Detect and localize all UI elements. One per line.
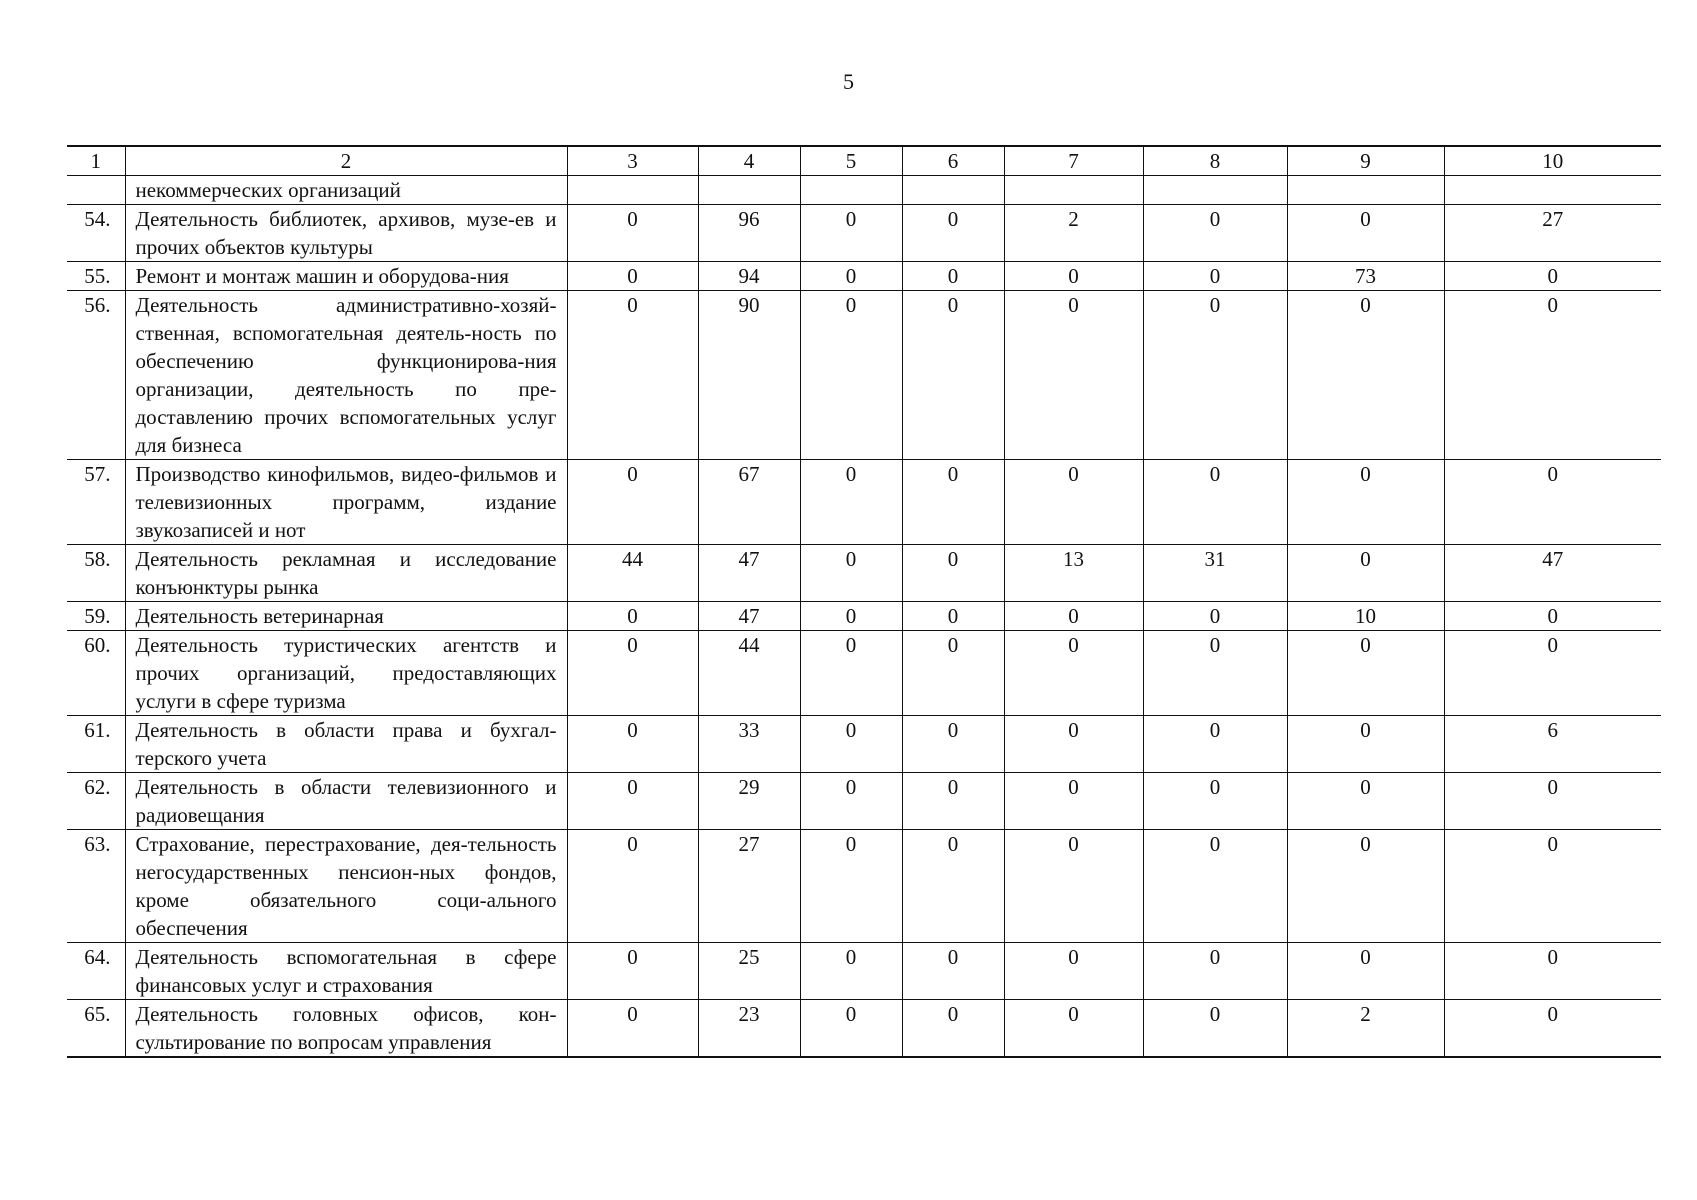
table-body <box>67 146 1661 1057</box>
row-number-cell: 57. <box>67 460 125 545</box>
column-header: 5 <box>800 146 902 176</box>
table-row <box>67 460 1661 545</box>
value-cell: 44 <box>698 631 800 716</box>
value-cell: 0 <box>1143 602 1287 631</box>
value-cell: 0 <box>800 291 902 460</box>
row-number-cell: 56. <box>67 291 125 460</box>
column-header: 9 <box>1287 146 1444 176</box>
value-cell: 31 <box>1143 545 1287 602</box>
value-cell: 0 <box>902 602 1004 631</box>
value-cell: 73 <box>1287 262 1444 291</box>
value-cell: 33 <box>698 716 800 773</box>
value-cell: 29 <box>698 773 800 830</box>
value-cell: 0 <box>567 205 698 262</box>
value-cell: 2 <box>1004 205 1143 262</box>
value-cell: 0 <box>1004 1000 1143 1058</box>
table-row <box>67 1000 1661 1058</box>
row-name-cell: Деятельность вспомогательная в сфере финансовых услуг и страхования <box>125 943 567 1000</box>
value-cell: 0 <box>1287 460 1444 545</box>
column-header: 7 <box>1004 146 1143 176</box>
row-name-cell: Деятельность в области права и бухгал-терского учета <box>125 716 567 773</box>
value-cell: 0 <box>1004 716 1143 773</box>
value-cell: 0 <box>902 291 1004 460</box>
table-row <box>67 262 1661 291</box>
value-cell: 0 <box>902 773 1004 830</box>
value-cell: 2 <box>1287 1000 1444 1058</box>
value-cell: 6 <box>1444 716 1661 773</box>
value-cell: 0 <box>1444 602 1661 631</box>
table-row <box>67 602 1661 631</box>
value-cell: 0 <box>567 262 698 291</box>
row-name-cell: некоммерческих организаций <box>125 176 567 205</box>
value-cell: 47 <box>1444 545 1661 602</box>
value-cell: 0 <box>800 262 902 291</box>
row-number-cell: 60. <box>67 631 125 716</box>
value-cell: 0 <box>1143 943 1287 1000</box>
row-name-cell: Деятельность головных офисов, кон-сультирование по вопросам управления <box>125 1000 567 1058</box>
row-name-cell: Производство кинофильмов, видео-фильмов и телевизионных программ, издание звукозаписей и нот <box>125 460 567 545</box>
value-cell <box>1143 176 1287 205</box>
value-cell: 0 <box>1444 830 1661 943</box>
value-cell: 47 <box>698 545 800 602</box>
column-header: 2 <box>125 146 567 176</box>
table-row <box>67 830 1661 943</box>
value-cell: 96 <box>698 205 800 262</box>
row-name-cell: Деятельность туристических агентств и прочих организаций, предоставляющих услуги в сфере туризма <box>125 631 567 716</box>
value-cell <box>902 176 1004 205</box>
row-name-cell: Деятельность ветеринарная <box>125 602 567 631</box>
value-cell: 0 <box>1143 773 1287 830</box>
value-cell: 0 <box>567 631 698 716</box>
row-name-cell: Деятельность административно-хозяй-ственная, вспомогательная деятель-ность по обеспечению функционирова-ния организации, деятельность по пре-доставлению прочих вспомогательных услуг для бизнеса <box>125 291 567 460</box>
value-cell <box>1004 176 1143 205</box>
value-cell: 0 <box>1444 291 1661 460</box>
value-cell: 0 <box>1444 773 1661 830</box>
value-cell: 0 <box>567 830 698 943</box>
value-cell: 0 <box>800 830 902 943</box>
value-cell: 0 <box>1004 262 1143 291</box>
column-header: 3 <box>567 146 698 176</box>
value-cell: 0 <box>1287 830 1444 943</box>
value-cell: 23 <box>698 1000 800 1058</box>
value-cell: 0 <box>1004 631 1143 716</box>
row-name-cell: Страхование, перестрахование, дея-тельность негосударственных пенсион-ных фондов, кроме обязательного соци-ального обеспечения <box>125 830 567 943</box>
value-cell: 0 <box>567 716 698 773</box>
value-cell: 0 <box>800 716 902 773</box>
row-name-cell: Деятельность библиотек, архивов, музе-ев и прочих объектов культуры <box>125 205 567 262</box>
value-cell: 0 <box>567 773 698 830</box>
value-cell: 0 <box>902 205 1004 262</box>
value-cell: 10 <box>1287 602 1444 631</box>
value-cell: 0 <box>902 631 1004 716</box>
value-cell: 0 <box>1287 631 1444 716</box>
value-cell: 0 <box>567 460 698 545</box>
value-cell: 0 <box>800 545 902 602</box>
value-cell: 0 <box>902 460 1004 545</box>
value-cell: 0 <box>902 1000 1004 1058</box>
value-cell: 0 <box>1444 943 1661 1000</box>
table-row <box>67 545 1661 602</box>
row-number-cell: 65. <box>67 1000 125 1058</box>
value-cell: 0 <box>1143 205 1287 262</box>
value-cell: 0 <box>1004 943 1143 1000</box>
value-cell: 0 <box>902 262 1004 291</box>
row-name-cell: Деятельность в области телевизионного и радиовещания <box>125 773 567 830</box>
value-cell <box>800 176 902 205</box>
value-cell: 0 <box>567 943 698 1000</box>
row-number-cell: 64. <box>67 943 125 1000</box>
value-cell: 0 <box>567 1000 698 1058</box>
value-cell <box>1444 176 1661 205</box>
value-cell: 0 <box>1444 262 1661 291</box>
value-cell: 0 <box>800 602 902 631</box>
table-row <box>67 631 1661 716</box>
table-row <box>67 291 1661 460</box>
value-cell: 67 <box>698 460 800 545</box>
value-cell: 0 <box>800 205 902 262</box>
table-row <box>67 943 1661 1000</box>
value-cell: 0 <box>1143 716 1287 773</box>
value-cell: 47 <box>698 602 800 631</box>
value-cell: 0 <box>1444 460 1661 545</box>
table-row <box>67 716 1661 773</box>
row-name-cell: Деятельность рекламная и исследование конъюнктуры рынка <box>125 545 567 602</box>
value-cell: 94 <box>698 262 800 291</box>
value-cell: 0 <box>902 716 1004 773</box>
column-header: 4 <box>698 146 800 176</box>
row-number-cell: 62. <box>67 773 125 830</box>
table-row <box>67 205 1661 262</box>
value-cell: 27 <box>698 830 800 943</box>
row-number-cell: 55. <box>67 262 125 291</box>
value-cell: 0 <box>800 943 902 1000</box>
value-cell <box>698 176 800 205</box>
value-cell: 0 <box>1143 830 1287 943</box>
row-number-cell: 59. <box>67 602 125 631</box>
column-header: 8 <box>1143 146 1287 176</box>
value-cell: 0 <box>902 830 1004 943</box>
value-cell: 0 <box>1004 291 1143 460</box>
value-cell: 0 <box>1004 460 1143 545</box>
value-cell: 13 <box>1004 545 1143 602</box>
table-row <box>67 773 1661 830</box>
row-number-cell <box>67 176 125 205</box>
value-cell: 0 <box>1143 631 1287 716</box>
value-cell: 0 <box>1287 545 1444 602</box>
column-header: 1 <box>67 146 125 176</box>
value-cell: 25 <box>698 943 800 1000</box>
value-cell: 0 <box>1143 460 1287 545</box>
value-cell <box>1287 176 1444 205</box>
value-cell: 0 <box>1444 1000 1661 1058</box>
value-cell: 0 <box>1444 631 1661 716</box>
value-cell: 0 <box>800 631 902 716</box>
row-name-cell: Ремонт и монтаж машин и оборудова-ния <box>125 262 567 291</box>
value-cell: 0 <box>1287 773 1444 830</box>
value-cell: 90 <box>698 291 800 460</box>
value-cell: 0 <box>1004 773 1143 830</box>
value-cell: 0 <box>800 773 902 830</box>
row-number-cell: 54. <box>67 205 125 262</box>
value-cell: 27 <box>1444 205 1661 262</box>
value-cell: 0 <box>567 291 698 460</box>
value-cell: 0 <box>902 943 1004 1000</box>
value-cell: 0 <box>1287 291 1444 460</box>
column-header: 6 <box>902 146 1004 176</box>
value-cell <box>567 176 698 205</box>
value-cell: 0 <box>1287 205 1444 262</box>
value-cell: 0 <box>800 1000 902 1058</box>
value-cell: 0 <box>1004 830 1143 943</box>
value-cell: 0 <box>1287 716 1444 773</box>
value-cell: 0 <box>1287 943 1444 1000</box>
value-cell: 0 <box>800 460 902 545</box>
statistics-table <box>67 145 1661 1058</box>
value-cell: 0 <box>1143 291 1287 460</box>
row-number-cell: 61. <box>67 716 125 773</box>
value-cell: 44 <box>567 545 698 602</box>
value-cell: 0 <box>1004 602 1143 631</box>
page-number: 5 <box>843 69 854 94</box>
column-header: 10 <box>1444 146 1661 176</box>
value-cell: 0 <box>567 602 698 631</box>
value-cell: 0 <box>902 545 1004 602</box>
continuation-row <box>67 176 1661 205</box>
row-number-cell: 58. <box>67 545 125 602</box>
value-cell: 0 <box>1143 1000 1287 1058</box>
row-number-cell: 63. <box>67 830 125 943</box>
table-header-row <box>67 146 1661 176</box>
value-cell: 0 <box>1143 262 1287 291</box>
